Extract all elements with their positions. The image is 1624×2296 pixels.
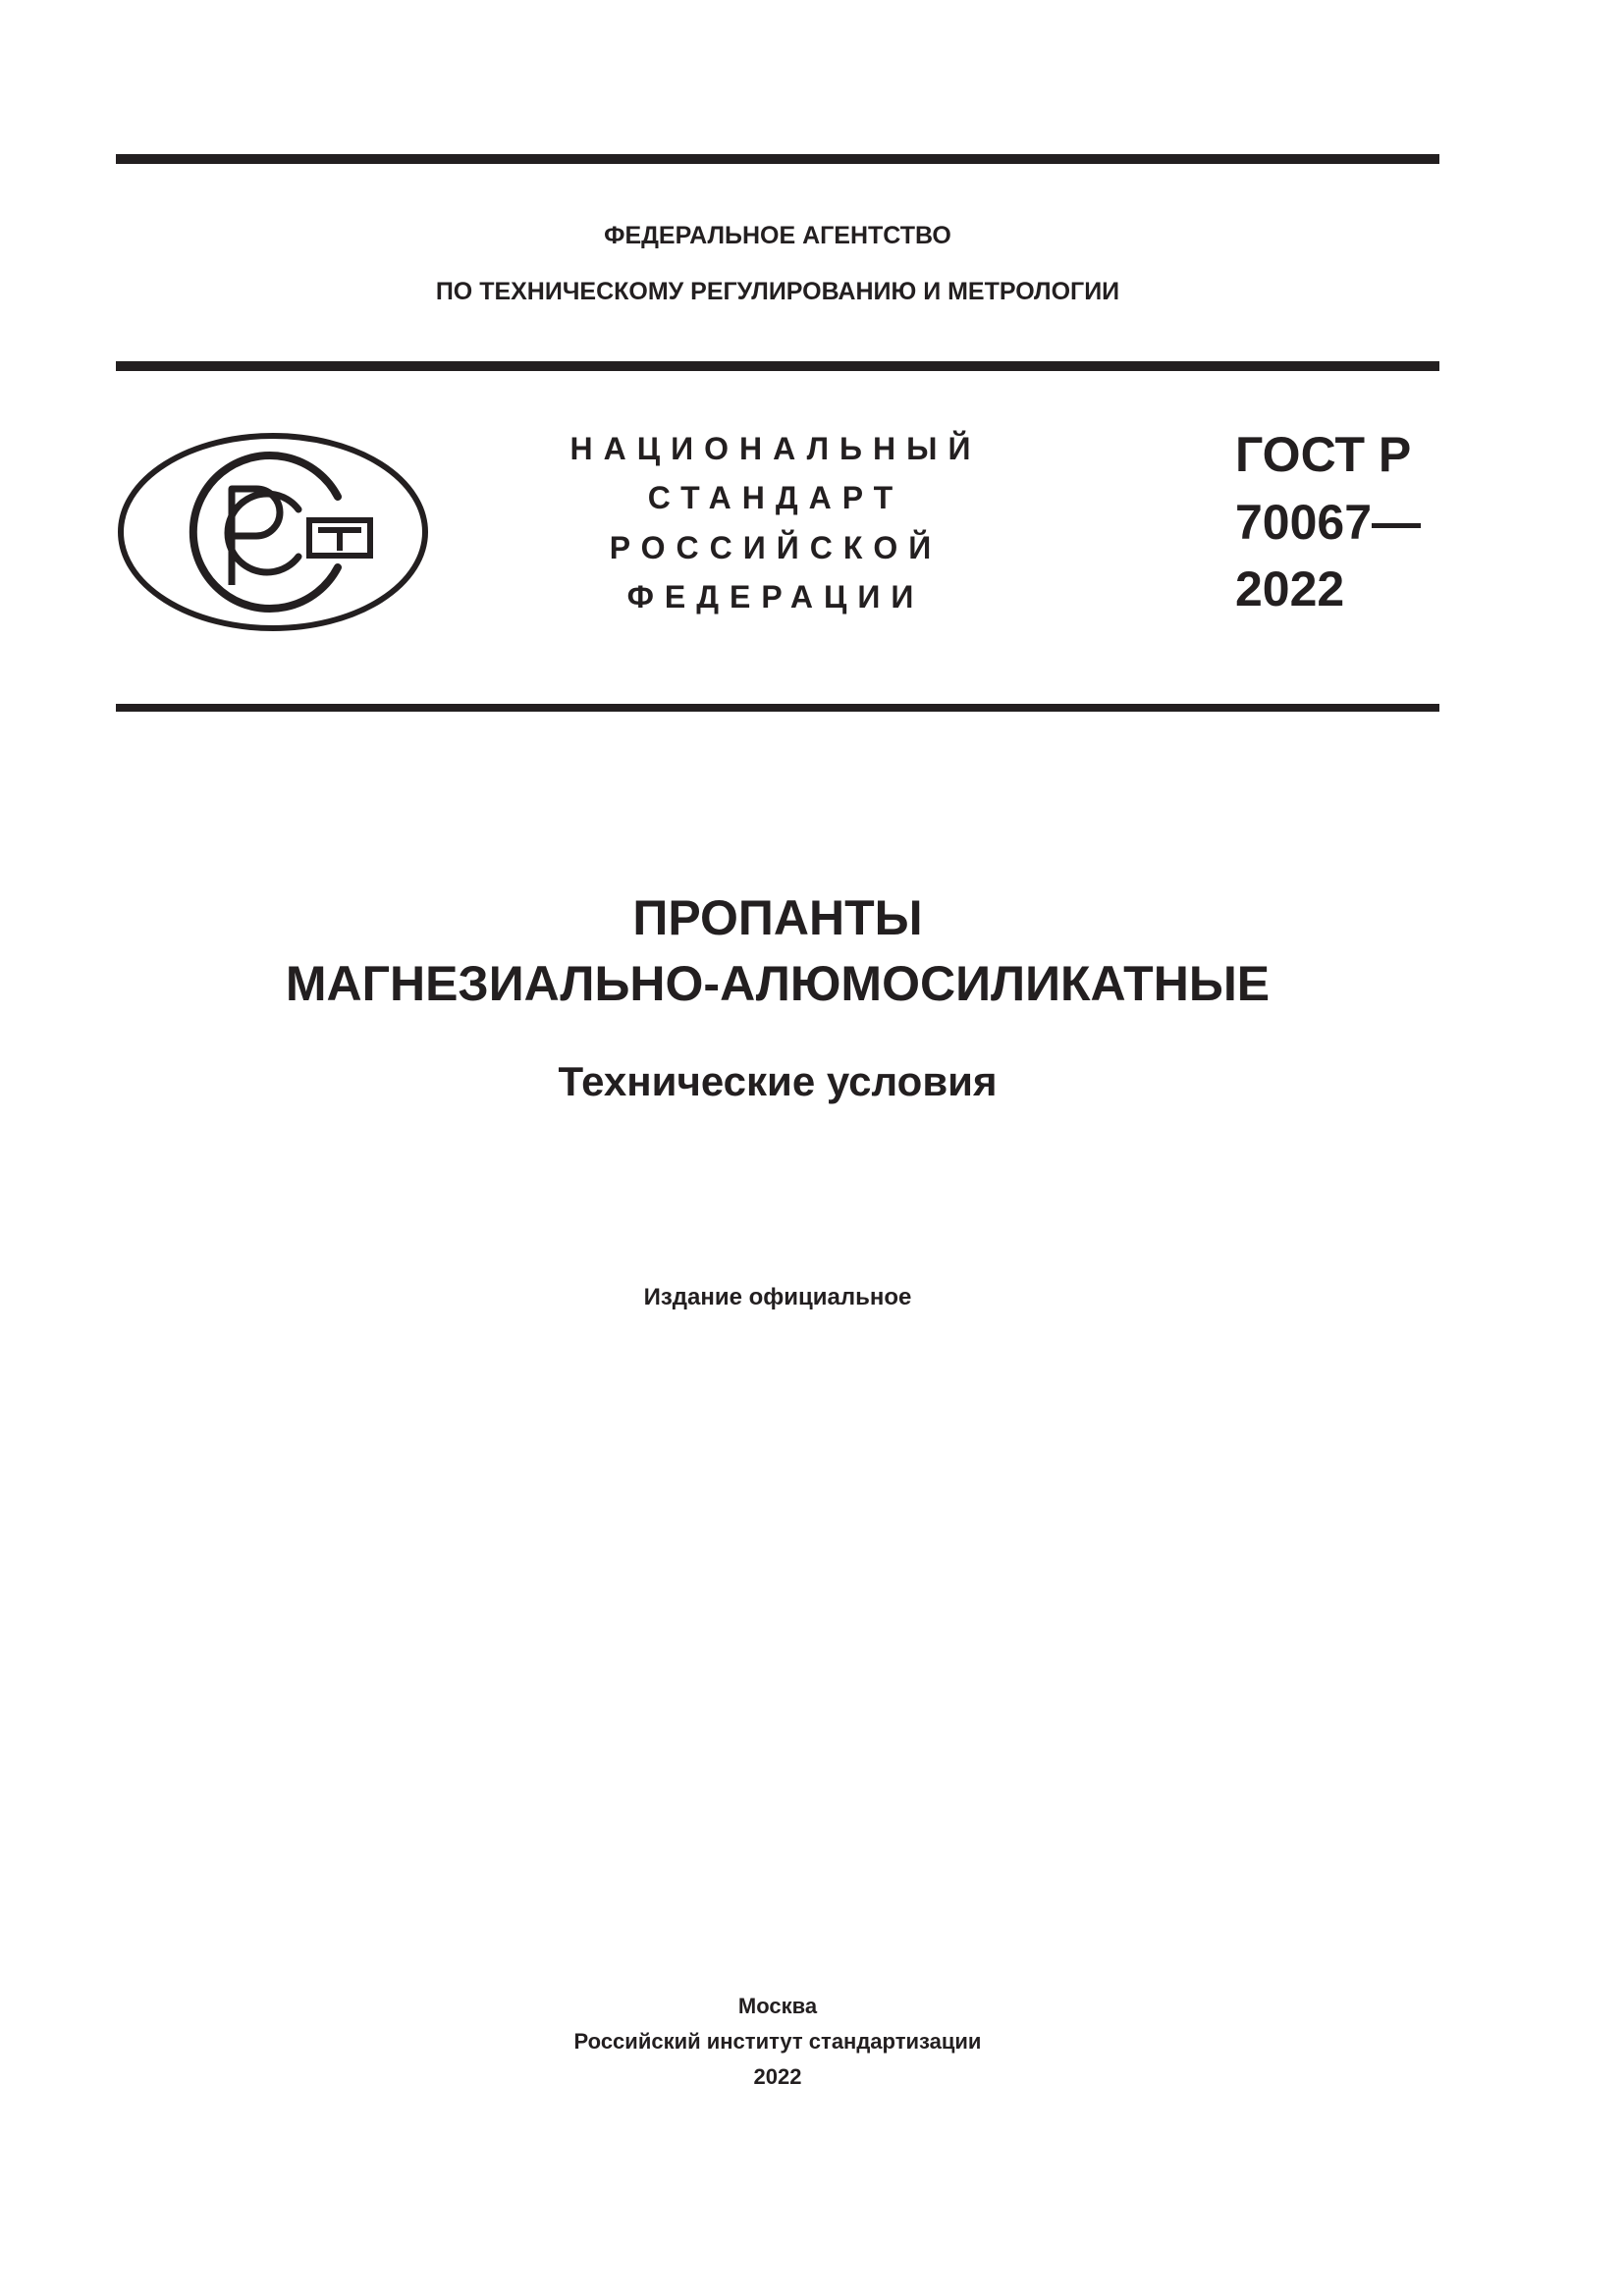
standard-type-line2: СТАНДАРТ <box>647 480 904 515</box>
imprint-publisher: Российский институт стандартизации <box>573 2029 982 2054</box>
standard-type-line1: НАЦИОНАЛЬНЫЙ <box>569 431 982 466</box>
document-title-line2: МАГНЕЗИАЛЬНО-АЛЮМОСИЛИКАТНЫЕ <box>285 956 1271 1011</box>
document-subtitle: Технические условия <box>558 1058 998 1104</box>
standard-type-line4: ФЕДЕРАЦИИ <box>626 579 925 614</box>
middle-rule <box>116 361 1439 371</box>
designation-line2: 70067— <box>1235 495 1422 550</box>
agency-name-line1: ФЕДЕРАЛЬНОЕ АГЕНТСТВО <box>604 222 951 249</box>
standard-type-line3: РОССИЙСКОЙ <box>609 530 943 565</box>
rst-certification-mark-icon <box>116 428 430 636</box>
imprint-year: 2022 <box>753 2064 802 2089</box>
designation-line3: 2022 <box>1235 561 1345 616</box>
designation-line1: ГОСТ Р <box>1235 427 1412 482</box>
agency-name-line2: ПО ТЕХНИЧЕСКОМУ РЕГУЛИРОВАНИЮ И МЕТРОЛОГИИ <box>435 278 1120 305</box>
top-rule <box>116 154 1439 164</box>
imprint-city: Москва <box>737 1994 818 2018</box>
edition-note: Издание официальное <box>643 1284 912 1310</box>
document-title-line1: ПРОПАНТЫ <box>632 890 923 945</box>
bottom-rule <box>116 704 1439 712</box>
